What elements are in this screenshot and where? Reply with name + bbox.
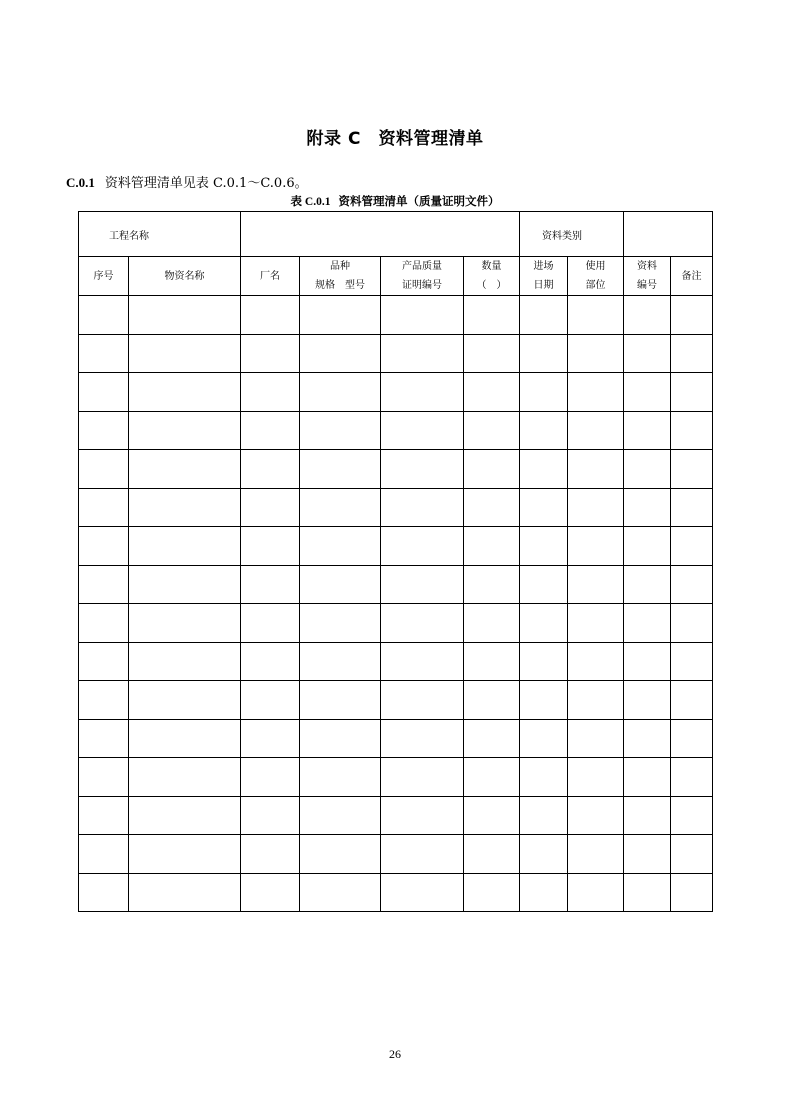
table-cell[interactable] (520, 835, 568, 874)
table-cell[interactable] (129, 719, 241, 758)
table-cell[interactable] (464, 450, 520, 489)
header-cell: 备注 (671, 257, 713, 296)
table-cell[interactable] (241, 296, 300, 335)
table-cell[interactable] (520, 604, 568, 643)
table-caption-text: 资料管理清单（质量证明文件） (338, 194, 500, 208)
table-row (79, 835, 713, 874)
clause-text: 资料管理清单见表 C.0.1～C.0.6。 (104, 176, 308, 191)
table-cell[interactable] (624, 719, 671, 758)
table-cell[interactable] (300, 411, 381, 450)
header-cell: 物资名称 (129, 257, 241, 296)
table-cell[interactable] (464, 296, 520, 335)
table-cell[interactable] (568, 719, 624, 758)
table-cell[interactable] (381, 642, 464, 681)
table-cell[interactable] (624, 488, 671, 527)
table-cell[interactable] (464, 334, 520, 373)
table-row (79, 450, 713, 489)
table-cell[interactable] (520, 411, 568, 450)
table-cell[interactable] (671, 796, 713, 835)
table-cell[interactable] (241, 796, 300, 835)
table-cell[interactable] (300, 604, 381, 643)
table-cell[interactable] (381, 604, 464, 643)
header-cell: 产品质量 证明编号 (381, 257, 464, 296)
table-cell[interactable] (624, 450, 671, 489)
table-row (79, 411, 713, 450)
table-cell[interactable] (381, 565, 464, 604)
table-cell[interactable] (568, 835, 624, 874)
table-cell[interactable] (520, 873, 568, 912)
table-cell[interactable] (568, 681, 624, 720)
table-cell[interactable] (79, 565, 129, 604)
table-cell[interactable] (624, 565, 671, 604)
table-cell[interactable] (520, 565, 568, 604)
table-cell[interactable] (79, 488, 129, 527)
table-cell[interactable] (381, 411, 464, 450)
table-cell[interactable] (79, 758, 129, 797)
table-cell[interactable] (241, 719, 300, 758)
table-cell[interactable] (568, 604, 624, 643)
table-cell[interactable] (300, 681, 381, 720)
table-cell[interactable] (568, 758, 624, 797)
header-cell: 序号 (79, 257, 129, 296)
table-cell[interactable] (300, 527, 381, 566)
clause-paragraph (66, 172, 308, 191)
table-cell[interactable] (241, 373, 300, 412)
table-cell[interactable] (381, 488, 464, 527)
table-cell[interactable] (300, 758, 381, 797)
table-cell[interactable] (79, 719, 129, 758)
table-cell[interactable] (381, 681, 464, 720)
table-cell[interactable] (381, 835, 464, 874)
table-cell[interactable] (79, 450, 129, 489)
table-cell[interactable] (241, 604, 300, 643)
table-row (79, 681, 713, 720)
table-cell[interactable] (79, 373, 129, 412)
table-cell[interactable] (464, 527, 520, 566)
table-cell[interactable] (624, 835, 671, 874)
table-row (79, 527, 713, 566)
table-cell[interactable] (520, 488, 568, 527)
table-cell[interactable] (129, 873, 241, 912)
table-cell[interactable] (671, 565, 713, 604)
table-cell[interactable] (671, 873, 713, 912)
table-caption (0, 193, 790, 209)
table-cell[interactable] (671, 642, 713, 681)
table-cell[interactable] (671, 373, 713, 412)
table-row (79, 796, 713, 835)
table-caption-id: 表 C.0.1 (290, 196, 331, 208)
table-cell[interactable] (568, 296, 624, 335)
table-cell[interactable] (241, 527, 300, 566)
table-cell[interactable] (624, 334, 671, 373)
table-cell[interactable] (464, 488, 520, 527)
table-cell[interactable] (464, 565, 520, 604)
table-cell[interactable] (624, 296, 671, 335)
table-cell[interactable] (381, 796, 464, 835)
table-row (79, 604, 713, 643)
table-cell[interactable] (464, 411, 520, 450)
table-cell[interactable] (241, 450, 300, 489)
table-cell[interactable] (624, 642, 671, 681)
table-cell[interactable] (241, 835, 300, 874)
table-cell[interactable] (79, 681, 129, 720)
table-cell[interactable] (520, 450, 568, 489)
table-cell[interactable] (520, 719, 568, 758)
table-row (79, 488, 713, 527)
table-cell[interactable] (624, 411, 671, 450)
table-cell[interactable] (624, 873, 671, 912)
table-row (79, 334, 713, 373)
table-cell[interactable] (520, 373, 568, 412)
table-cell[interactable] (241, 334, 300, 373)
header-cell: 厂名 (241, 257, 300, 296)
table-cell[interactable] (129, 796, 241, 835)
table-cell[interactable] (129, 527, 241, 566)
table-cell[interactable] (568, 334, 624, 373)
table-cell[interactable] (241, 565, 300, 604)
table-cell[interactable] (241, 488, 300, 527)
table-cell[interactable] (300, 296, 381, 335)
table-cell[interactable] (79, 835, 129, 874)
appendix-title: 附录 C 资料管理清单 (306, 129, 484, 149)
doc-category-label: 资料类别 (520, 212, 624, 257)
table-cell[interactable] (241, 411, 300, 450)
table-cell[interactable] (671, 450, 713, 489)
table-cell[interactable] (129, 642, 241, 681)
table-cell[interactable] (129, 296, 241, 335)
table-cell[interactable] (520, 642, 568, 681)
table-cell[interactable] (671, 296, 713, 335)
table-row (79, 296, 713, 335)
table-cell[interactable] (300, 719, 381, 758)
table-cell[interactable] (568, 411, 624, 450)
table-cell[interactable] (520, 796, 568, 835)
table-cell[interactable] (520, 527, 568, 566)
header-cell: 品种 规格 型号 (300, 257, 381, 296)
table-cell[interactable] (568, 488, 624, 527)
table-row (79, 642, 713, 681)
table-cell[interactable] (79, 334, 129, 373)
table-cell[interactable] (79, 296, 129, 335)
table-cell[interactable] (129, 758, 241, 797)
page-number: 26 (389, 1047, 401, 1061)
table-cell[interactable] (520, 681, 568, 720)
table-cell[interactable] (568, 642, 624, 681)
table-cell[interactable] (381, 334, 464, 373)
table-cell[interactable] (300, 334, 381, 373)
table-cell[interactable] (520, 334, 568, 373)
table-cell[interactable] (568, 565, 624, 604)
table-cell[interactable] (464, 873, 520, 912)
table-cell[interactable] (624, 796, 671, 835)
header-cell: 数量 （ ） (464, 257, 520, 296)
table-cell[interactable] (464, 719, 520, 758)
table-cell[interactable] (129, 450, 241, 489)
table-cell[interactable] (671, 527, 713, 566)
table-cell[interactable] (568, 450, 624, 489)
table-cell[interactable] (624, 604, 671, 643)
table-cell[interactable] (300, 373, 381, 412)
table-cell[interactable] (79, 604, 129, 643)
table-cell[interactable] (381, 873, 464, 912)
table-cell[interactable] (464, 758, 520, 797)
table-cell[interactable] (129, 334, 241, 373)
table-cell[interactable] (300, 796, 381, 835)
table-cell[interactable] (464, 796, 520, 835)
table-cell[interactable] (568, 873, 624, 912)
table-cell[interactable] (568, 373, 624, 412)
table-cell[interactable] (381, 758, 464, 797)
header-cell: 进场 日期 (520, 257, 568, 296)
table-cell[interactable] (520, 758, 568, 797)
table-cell[interactable] (300, 835, 381, 874)
table-cell[interactable] (464, 681, 520, 720)
table-cell[interactable] (129, 565, 241, 604)
table-cell[interactable] (300, 873, 381, 912)
table-cell[interactable] (671, 719, 713, 758)
table-row (79, 758, 713, 797)
table-cell[interactable] (129, 604, 241, 643)
table-cell[interactable] (241, 758, 300, 797)
table-cell[interactable] (568, 527, 624, 566)
table-cell[interactable] (624, 527, 671, 566)
table-cell[interactable] (241, 681, 300, 720)
table-cell[interactable] (129, 681, 241, 720)
table-cell[interactable] (671, 488, 713, 527)
table-cell[interactable] (300, 565, 381, 604)
table-cell[interactable] (671, 334, 713, 373)
table-cell[interactable] (464, 604, 520, 643)
table-cell[interactable] (568, 796, 624, 835)
table-cell[interactable] (300, 642, 381, 681)
table-row (79, 565, 713, 604)
project-name-field[interactable] (241, 212, 520, 257)
table-cell[interactable] (671, 758, 713, 797)
table-cell[interactable] (129, 411, 241, 450)
table-cell[interactable] (520, 296, 568, 335)
table-cell[interactable] (381, 296, 464, 335)
table-cell[interactable] (464, 642, 520, 681)
table-cell[interactable] (129, 373, 241, 412)
table-cell[interactable] (671, 681, 713, 720)
table-row (79, 719, 713, 758)
table-cell[interactable] (464, 373, 520, 412)
table-cell[interactable] (79, 796, 129, 835)
doc-category-field[interactable] (624, 212, 713, 257)
table-cell[interactable] (381, 719, 464, 758)
table-cell[interactable] (464, 835, 520, 874)
material-list-table (78, 211, 713, 912)
table-cell[interactable] (129, 835, 241, 874)
table-cell[interactable] (624, 758, 671, 797)
table-cell[interactable] (381, 450, 464, 489)
table-cell[interactable] (671, 835, 713, 874)
table-cell[interactable] (624, 373, 671, 412)
table-cell[interactable] (300, 450, 381, 489)
table-row (79, 873, 713, 912)
project-name-label: 工程名称 (79, 212, 241, 257)
table-cell[interactable] (241, 642, 300, 681)
table-row (79, 373, 713, 412)
table-cell[interactable] (129, 488, 241, 527)
header-row (79, 257, 713, 296)
table-cell[interactable] (381, 373, 464, 412)
header-cell: 使用 部位 (568, 257, 624, 296)
table-cell[interactable] (300, 488, 381, 527)
table-cell[interactable] (671, 411, 713, 450)
table-cell[interactable] (79, 411, 129, 450)
table-cell[interactable] (671, 604, 713, 643)
table-cell[interactable] (79, 642, 129, 681)
table-cell[interactable] (241, 873, 300, 912)
header-cell: 资料 编号 (624, 257, 671, 296)
info-row (79, 212, 713, 257)
table-cell[interactable] (79, 873, 129, 912)
clause-number: C.0.1 (66, 175, 95, 190)
table-cell[interactable] (381, 527, 464, 566)
table-cell[interactable] (624, 681, 671, 720)
table-cell[interactable] (79, 527, 129, 566)
